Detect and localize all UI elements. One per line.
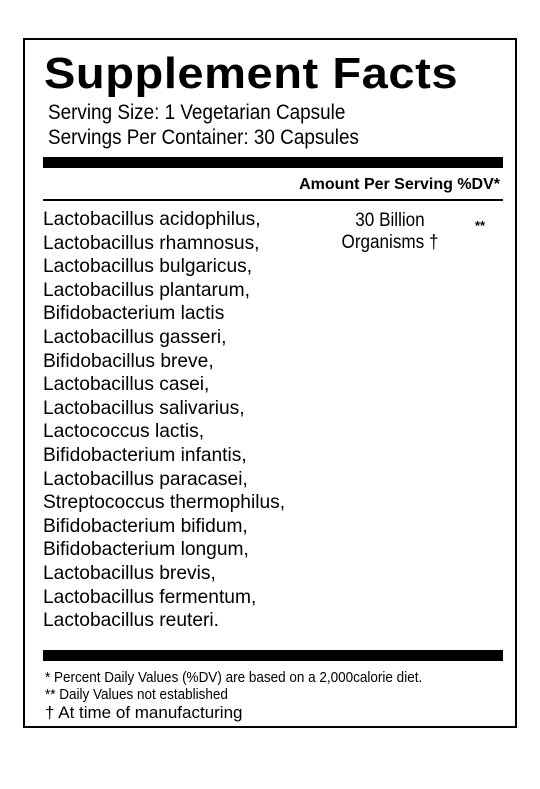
supplement-facts-panel [23,38,517,728]
ingredient-item: Lactobacillus acidophilus, [43,209,261,230]
ingredient-item: Lactobacillus gasseri, [43,326,227,348]
ingredient-item: Lactobacillus bulgaricus, [43,256,253,278]
ingredient-item: Lactobacillus paracasei, [43,468,248,490]
amount-line-2: Organisms † [341,232,439,253]
ingredient-item: Bifidobacterium longum, [43,539,249,561]
panel-title: Supplement Facts [44,49,459,98]
bottom-divider-bar [43,650,503,661]
ingredient-item: Lactobacillus reuteri. [43,610,219,632]
footnote-manufacturing: † At time of manufacturing [45,703,243,722]
ingredient-item: Bifidobacterium infantis, [43,444,247,466]
amount-per-serving-header: Amount Per Serving %DV* [299,176,500,193]
ingredient-item: Bifidobacterium lactis [43,303,225,325]
daily-value-mark: ** [475,218,486,233]
ingredient-item: Lactobacillus rhamnosus, [43,232,260,254]
ingredient-item: Lactobacillus casei, [43,374,210,396]
ingredient-item: Lactobacillus brevis, [43,562,216,584]
ingredient-item: Lactococcus lactis, [43,421,205,443]
servings-per-container: Servings Per Container: 30 Capsules [48,126,359,149]
amount-line-1: 30 Billion [355,210,425,231]
footnote-dv-not-established: ** Daily Values not established [45,686,228,703]
footnote-percent-dv: * Percent Daily Values (%DV) are based on a 2,000calorie diet. [45,669,423,686]
footnotes [45,669,464,723]
ingredient-item: Lactobacillus plantarum, [43,279,250,301]
ingredient-list [43,208,285,633]
ingredient-item: Bifidobacillus breve, [43,350,214,372]
header-rule [43,199,503,201]
ingredient-item: Lactobacillus fermentum, [43,586,257,608]
serving-size: Serving Size: 1 Vegetarian Capsule [48,101,346,124]
ingredient-item: Bifidobacterium bifidum, [43,515,248,537]
ingredient-item: Streptococcus thermophilus, [43,492,286,514]
ingredient-item: Lactobacillus salivarius, [43,397,245,419]
top-divider-bar [43,157,503,168]
amount-per-serving-value [332,210,449,254]
